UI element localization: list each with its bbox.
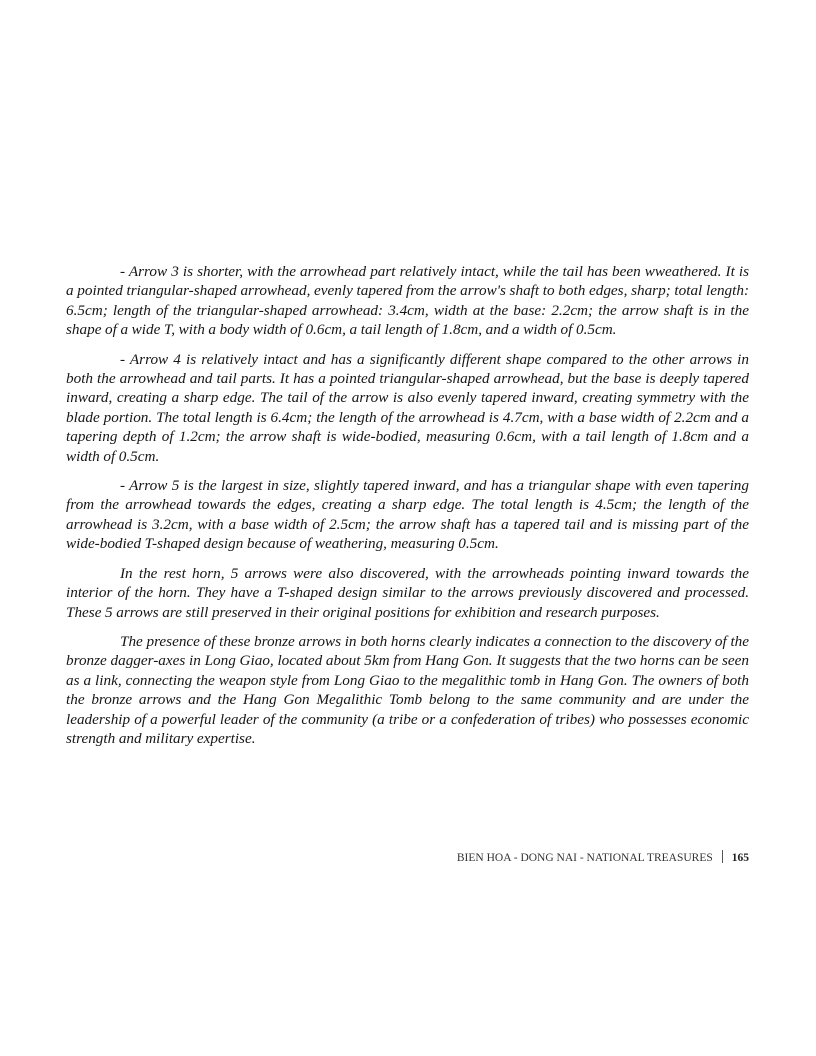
paragraph-rest-horn: In the rest horn, 5 arrows were also discovered, with the arrowheads pointing inward towards the interior of the horn. They have a T-shaped design similar to the arrows previously discovered and processed. These 5 arrows are still preserved in their original positions for exhibition and research purposes. (66, 564, 749, 621)
running-title: BIEN HOA - DONG NAI - NATIONAL TREASURES (456, 852, 713, 864)
body-text (66, 262, 749, 758)
paragraph-arrow-4: - Arrow 4 is relatively intact and has a significantly different shape compared to the other arrows in both the arrowhead and tail parts. It has a pointed triangular-shaped arrowhead, but the base is deeply tapered inward, creating a sharp edge. The tail of the arrow is also evenly tapered inward, creating symmetry with the blade portion. The total length is 6.4cm; the length of the arrowhead is 4.7cm, with a base width of 2.2cm and a tapering depth of 1.2cm; the arrow shaft is wide-bodied, measuring 0.6cm, with a tail length of 1.8cm and a width of 0.5cm. (66, 350, 749, 465)
paragraph-conclusion: The presence of these bronze arrows in both horns clearly indicates a connection to the discovery of the bronze dagger-axes in Long Giao, located about 5km from Hang Gon. It suggests that the two horns can be seen as a link, connecting the weapon style from Long Giao to the megalithic tomb in Hang Gon. The owners of both the bronze arrows and the Hang Gon Megalithic Tomb belong to the same community and are under the leadership of a powerful leader of the community (a tribe or a confederation of tribes) who possesses economic strength and military expertise. (66, 632, 749, 747)
footer-divider (722, 850, 723, 863)
page-footer (66, 850, 749, 864)
paragraph-arrow-3: - Arrow 3 is shorter, with the arrowhead part relatively intact, while the tail has been wweathered. It is a pointed triangular-shaped arrowhead, evenly tapered from the arrow's shaft to both edges, sharp; total length: 6.5cm; length of the triangular-shaped arrowhead: 3.4cm, width at the base: 2.2cm; the arrow shaft is in the shape of a wide T, with a body width of 0.6cm, a tail length of 1.8cm, and a width of 0.5cm. (66, 263, 749, 339)
paragraph-arrow-5: - Arrow 5 is the largest in size, slightly tapered inward, and has a triangular shape with even tapering from the arrowhead towards the edges, creating a sharp edge. The total length is 4.5cm; the length of the arrowhead is 3.2cm, with a base width of 2.5cm; the arrow shaft has a tapered tail and is missing part of the wide-bodied T-shaped design because of weathering, measuring 0.5cm. (66, 477, 749, 553)
page-number: 165 (731, 852, 749, 864)
